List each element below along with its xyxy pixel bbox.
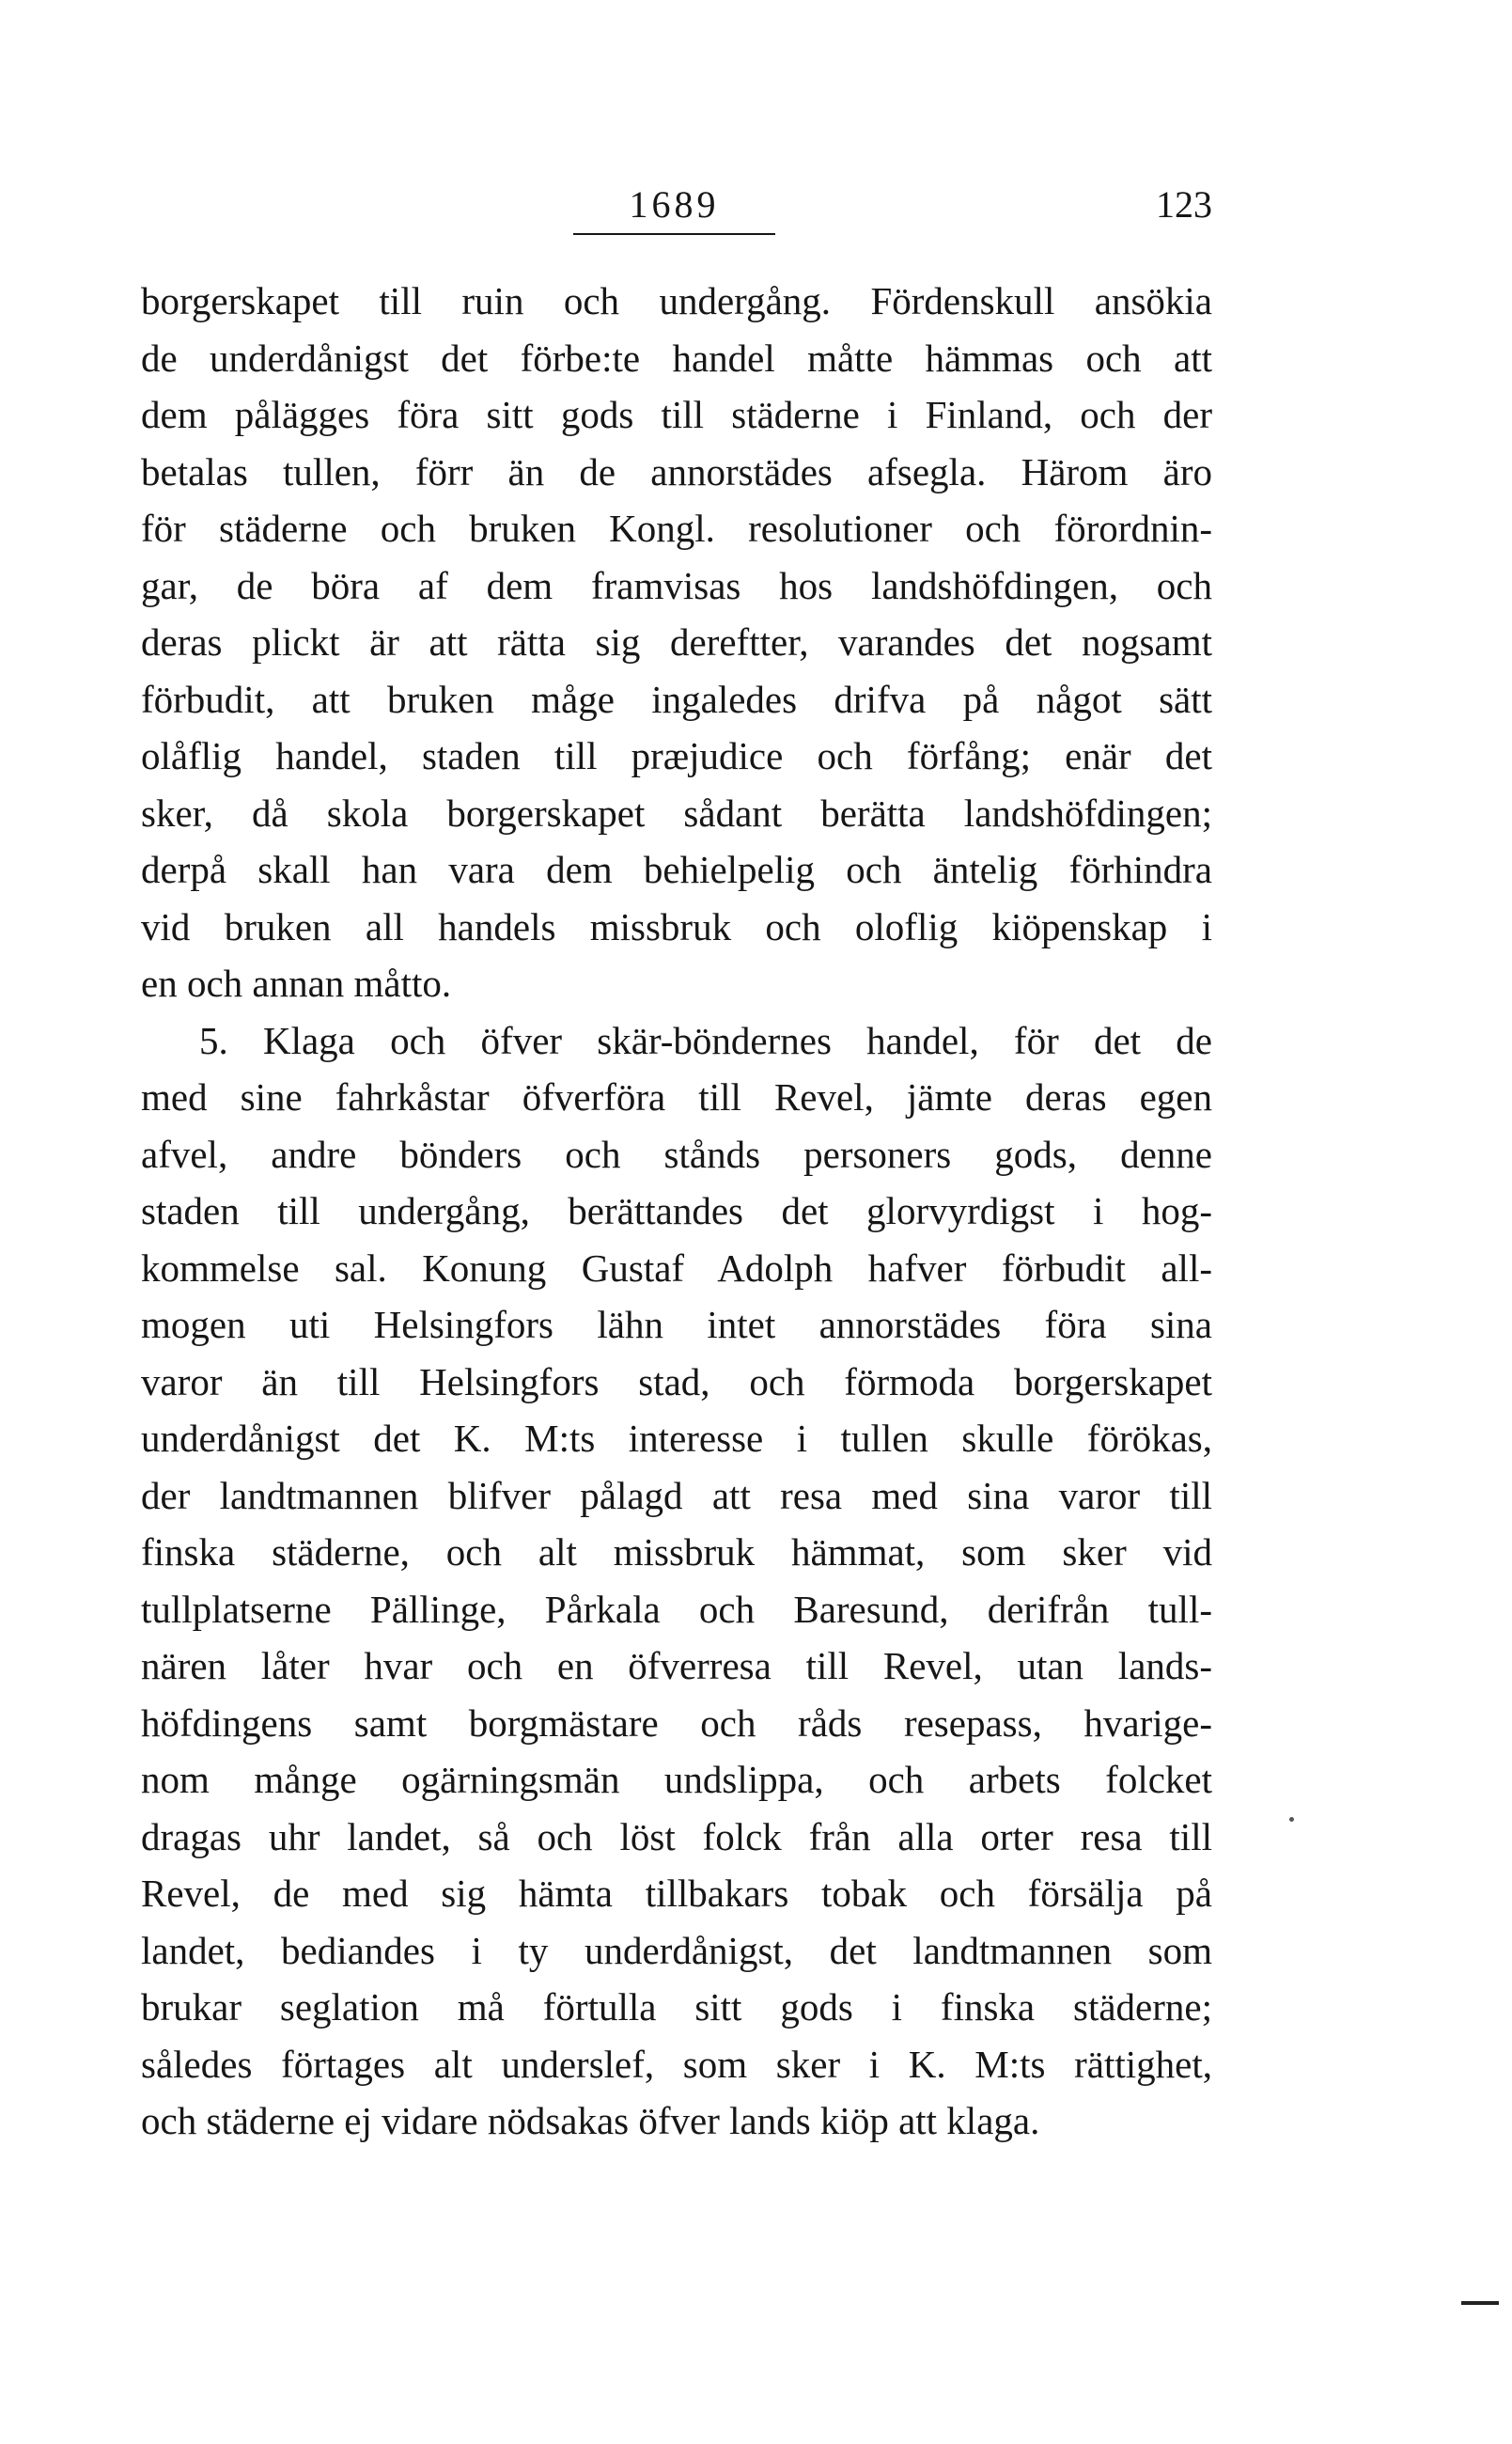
text-line: med sine fahrkåstar öfverföra till Revel, jämte deras egen [141,1075,1212,1119]
page-year: 1689 [629,183,720,226]
text-line: dragas uhr landet, så och löst folck från alla orter resa till [141,1814,1212,1858]
text-line: staden till undergång, berättandes det glorvyrdigst i hog- [141,1189,1212,1232]
text-line: vid bruken all handels missbruk och oloflig kiöpenskap i [141,904,1212,948]
scan-margin-mark [1461,2301,1499,2305]
text-line: 5. Klaga och öfver skär-böndernes handel, för det de [199,1018,1212,1062]
text-line: derpå skall han vara dem behielpelig och äntelig förhindra [141,848,1212,891]
text-line: finska städerne, och alt missbruk hämmat, som sker vid [141,1530,1212,1574]
text-line: gar, de böra af dem framvisas hos landshöfdingen, och [141,563,1212,607]
year-underline [573,233,775,235]
text-line: de underdånigst det förbe:te handel måtte hämmas och att [141,336,1212,380]
body-text [141,273,1212,2150]
text-line: sker, då skola borgerskapet sådant berätta landshöfdingen; [141,791,1212,835]
text-line: och städerne ej vidare nödsakas öfver lands kiöp att klaga. [141,2099,1040,2142]
page-number: 123 [1156,183,1212,226]
text-line: landet, bediandes i ty underdånigst, det landtmannen som [141,1928,1212,1972]
text-line: höfdingens samt borgmästare och råds resepass, hvarige- [141,1700,1212,1745]
text-line: en och annan måtto. [141,962,452,1005]
text-line: för städerne och bruken Kongl. resolutioner och förordnin- [141,507,1212,550]
text-line: förbudit, att bruken måge ingaledes drifva på något sätt [141,677,1212,721]
text-line: nären låter hvar och en öfverresa till Revel, utan lands- [141,1644,1212,1687]
text-line: varor än till Helsingfors stad, och förmoda borgerskapet [141,1359,1212,1403]
text-line: tullplatserne Pällinge, Pårkala och Baresund, derifrån tull- [141,1587,1212,1631]
text-line: nom månge ogärningsmän undslippa, och arbets folcket [141,1758,1212,1801]
text-line: Revel, de med sig hämta tillbakars tobak och försälja på [141,1872,1212,1915]
text-line: dem pålägges föra sitt gods till städerne i Finland, och der [141,393,1212,436]
text-line: således förtages alt underslef, som sker i K. M:ts rättighet, [141,2042,1212,2086]
text-line: kommelse sal. Konung Gustaf Adolph hafver förbudit all- [141,1246,1212,1290]
text-line: afvel, andre bönders och stånds personers gods, denne [141,1132,1212,1176]
text-line: deras plickt är att rätta sig dereftter, varandes det nogsamt [141,620,1212,664]
text-line: betalas tullen, förr än de annorstädes afsegla. Härom äro [141,449,1212,494]
text-line: mogen uti Helsingfors lähn intet annorstädes föra sina [141,1303,1212,1346]
text-line: olåflig handel, staden till præjudice och förfång; enär det [141,734,1212,777]
scan-speck [1289,1817,1294,1822]
text-line: borgerskapet till ruin och undergång. Fördenskull ansökia [141,279,1212,322]
text-line: brukar seglation må förtulla sitt gods i finska städerne; [141,1985,1212,2029]
page-header [141,179,1212,244]
text-line: underdånigst det K. M:ts interesse i tullen skulle förökas, [141,1417,1212,1460]
text-line: der landtmannen blifver pålagd att resa med sina varor till [141,1473,1212,1517]
